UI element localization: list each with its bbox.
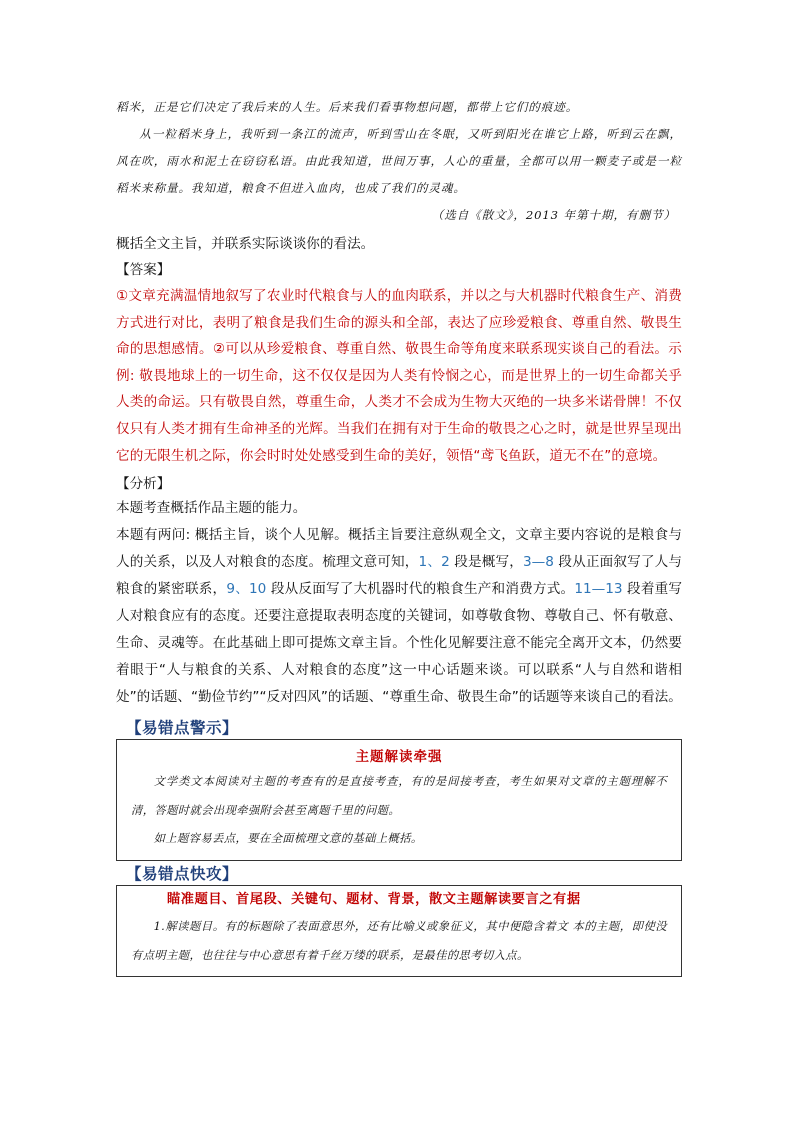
passage-paragraph: 从一粒稻米身上，我听到一条江的流声，听到雪山在冬眠，又听到阳光在谁它上路，听到云在飘，风在吹，雨水和泥土在窃窃私语。由此我知道，世间万事，人心的重量，全都可以用一颗麦子或是一粒稻米来称量。我知道，粮食不但进入血肉，也成了我们的灵魂。 bbox=[116, 127, 682, 195]
warning-heading: 【易错点警示】 bbox=[126, 719, 239, 738]
analysis-text: 段着重写人对粮食应有的态度。还要注意提取表明态度的关键词，如尊敬食物、尊敬自己、怀有敬意、生命、灵魂等。在此基础上即可提炼文章主旨。个性化见解要注意不能完全离开文本，仍然要着眼于“人与粮食的关系、人对粮食的态度”这一中心话题来谈。可以联系“人与自然和谐相处”的话题、“勤俭节约”“反对四风”的话题、“尊重生命、敬畏生命”的话题等来谈自己的看法。 bbox=[116, 581, 683, 706]
tips-box-title: 瞄准题目、首尾段、关键句、题材、背景，散文主题解读要言之有据 bbox=[167, 891, 581, 907]
passage-source: （选自《散文》，2013 年第十期，有删节） bbox=[431, 208, 676, 222]
question-text: 概括全文主旨，并联系实际谈谈你的看法。 bbox=[116, 236, 375, 252]
warning-box-title: 主题解读牵强 bbox=[355, 749, 443, 766]
passage-line: 稻米，正是它们决定了我后来的人生。后来我们看事物想问题，都带上它们的痕迹。 bbox=[116, 100, 579, 114]
warning-paragraph: 文学类文本阅读对主题的考查有的是直接考查，有的是间接考查，考生如果对文章的主题理解不清，答题时就会出现牵强附会甚至离题千里的问题。 bbox=[131, 775, 667, 817]
warning-paragraph: 如上题容易丢点，要在全面梳理文意的基础上概括。 bbox=[153, 832, 423, 846]
answer-text: ①文章充满温情地叙写了农业时代粮食与人的血肉联系，并以之与大机器时代粮食生产、消费方式进行对比，表明了粮食是我们生命的源头和全部，表达了应珍爱粮食、尊重自然、敬畏生命的思想感情。②可以从珍爱粮食、尊重自然、敬畏生命等角度来联系现实谈自己的看法。示例: 敬畏地球上的一切生命，这不仅仅是因为人类有怜悯之心，而是世界上的一切生命都关乎人类的命运。只有敬畏自然，尊重生命，人类才不会成为生物大灭绝的一块多米诺骨牌！不仅仅只有人类才拥有生命神圣的光辉。当我们在拥有对于生命的敬畏之心之时，就是世界呈现出它的无限生机之际，你会时时处处感受到生命的美好，领悟“鸢飞鱼跃，道无不在”的意境。 bbox=[116, 288, 682, 464]
analysis-text: 段从正面叙写了人与粮食的紧密联系， bbox=[116, 554, 683, 598]
document-page bbox=[116, 94, 682, 977]
paragraph-ref: 1、2 bbox=[418, 554, 450, 571]
analysis-label: 【分析】 bbox=[116, 476, 171, 493]
paragraph-ref: 11—13 bbox=[574, 581, 623, 598]
analysis-text: 段是概写， bbox=[449, 554, 524, 571]
analysis-text: 段从反面写了大机器时代的粮食生产和消费方式。 bbox=[266, 581, 575, 598]
analysis-line: 本题考查概括作品主题的能力。 bbox=[116, 500, 307, 517]
tips-paragraph: 1.解读题目。有的标题除了表面意思外，还有比喻义或象征义，其中便隐含着文 本的主题，即使没有点明主题，也往往与中心意思有着千丝万缕的联系，是最佳的思考切入点。 bbox=[131, 919, 667, 962]
tips-box bbox=[116, 885, 682, 977]
paragraph-ref: 9、10 bbox=[226, 581, 267, 598]
analysis-paragraph bbox=[116, 522, 682, 711]
analysis-text: 本题有两问: 概括主旨，谈个人见解。概括主旨要注意纵观全文，文章主要内容说的是粮食与人的关系，以及人对粮食的态度。梳理文意可知， bbox=[116, 527, 682, 571]
warning-box bbox=[116, 739, 682, 861]
tips-heading: 【易错点快攻】 bbox=[126, 864, 239, 883]
passage-excerpt bbox=[116, 94, 682, 229]
answer-label: 【答案】 bbox=[116, 262, 171, 278]
paragraph-ref: 3—8 bbox=[523, 554, 554, 571]
